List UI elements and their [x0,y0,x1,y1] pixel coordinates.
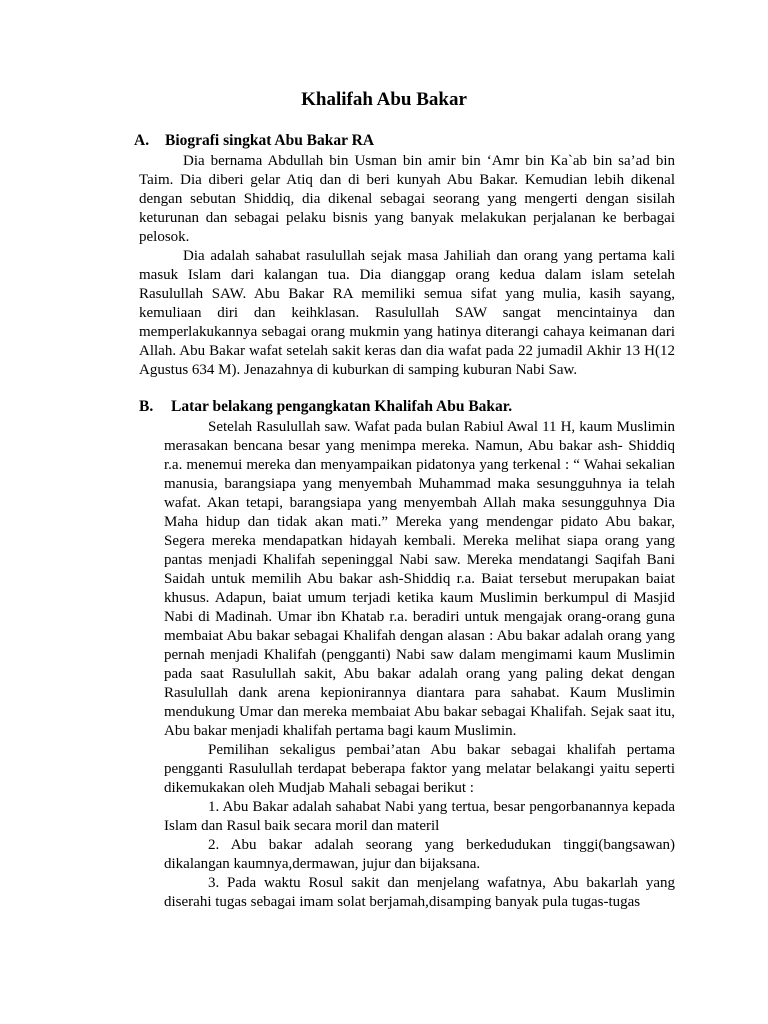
section-a-heading [134,131,374,151]
section-a-body [139,152,675,380]
document-title: Khalifah Abu Bakar [301,89,467,110]
section-b-paragraph-1: Setelah Rasulullah saw. Wafat pada bulan Rabiul Awal 11 H, kaum Muslimin merasakan bencana besar yang menimpa mereka. Namun, Abu bakar ash- Shiddiq r.a. menemui mereka dan menyampaikan pidatonya yang terkenal : “ Wahai sekalian manusia, barangsiapa yang menyembah Muhammad maka sesungguhnya ia telah wafat. Akan tetapi, barangsiapa yang menyembah Allah maka sesungguhnya Dia Maha hidup dan tidak akan mati.” Mereka yang mendengar pidato Abu bakar, Segera mereka mendapatkan hidayah kembali. Mereka melihat siapa orang yang pantas menjadi Khalifah sepeninggal Nabi saw. Mereka mendatangi Saqifah Bani Saidah untuk memilih Abu bakar ash-Shiddiq r.a. Baiat tersebut merupakan baiat khusus. Adapun, baiat umum terjadi ketika kaum Muslimin berkumpul di Masjid Nabi di Madinah. Umar ibn Khatab r.a. beradiri untuk mengajak orang-orang guna membaiat Abu bakar sebagai Khalifah dengan alasan : Abu bakar adalah orang yang pernah menjadi Khalifah (pengganti) Nabi saw dalam mengimami kaum Muslimin pada saat Rasulullah sakit, Abu bakar adalah orang yang paling dekat dengan Rasulullah dank arena kepionirannya diantara para sahabat. Kaum Muslimin mendukung Umar dan mereka membaiat Abu bakar sebagai Khalifah. Sejak saat itu, Abu bakar menjadi khalifah pertama bagi kaum Muslimin. [164,419,675,739]
section-b-paragraph-2: Pemilihan sekaligus pembai’atan Abu bakar sebagai khalifah pertama pengganti Rasulullah terdapat beberapa faktor yang melatar belakangi yaitu seperti dikemukakan oleh Mudjab Mahali sebagai berikut : [164,742,675,796]
section-b-body [164,418,675,912]
list-item: 1. Abu Bakar adalah sahabat Nabi yang tertua, besar pengorbanannya kepada Islam dan Rasul baik secara moril dan materil [164,799,675,834]
section-a-title: Biografi singkat Abu Bakar RA [165,132,375,149]
list-item: 2. Abu bakar adalah seorang yang berkedudukan tinggi(bangsawan) dikalangan kaumnya,dermawan, jujur dan bijaksana. [164,837,675,872]
section-b-number: B. [139,398,154,415]
section-a-paragraph-2: Dia adalah sahabat rasulullah sejak masa Jahiliah dan orang yang pertama kali masuk Islam dari kalangan tua. Dia dianggap orang kedua dalam islam setelah Rasulullah SAW. Abu Bakar RA memiliki semua sifat yang mulia, kasih sayang, kemuliaan diri dan keihklasan. Rasulullah SAW sangat mencintainya dan memperlakukannya sebagai orang mukmin yang hatinya diterangi cahaya keimanan dari Allah. Abu Bakar wafat setelah sakit keras dan dia wafat pada 22 jumadil Akhir 13 H(12 Agustus 634 M). Jenazahnya di kuburkan di samping kuburan Nabi Saw. [139,248,675,378]
section-a-paragraph-1: Dia bernama Abdullah bin Usman bin amir bin ‘Amr bin Ka`ab bin sa’ad bin Taim. Dia diberi gelar Atiq dan di beri kunyah Abu Bakar. Kemudian lebih dikenal dengan sebutan Shiddiq, dia dikenal sebagai seorang yang mengerti dengan sisilah keturunan dan sebagai pelaku bisnis yang banyak melakukan perjalanan ke berbagai pelosok. [139,153,675,245]
section-b-title: Latar belakang pengangkatan Khalifah Abu Bakar. [171,398,513,415]
section-a-number: A. [134,132,150,149]
list-item: 3. Pada waktu Rosul sakit dan menjelang wafatnya, Abu bakarlah yang diserahi tugas sebagai imam solat berjamah,disamping banyak pula tugas-tugas [164,875,675,910]
section-b-heading [139,397,512,417]
